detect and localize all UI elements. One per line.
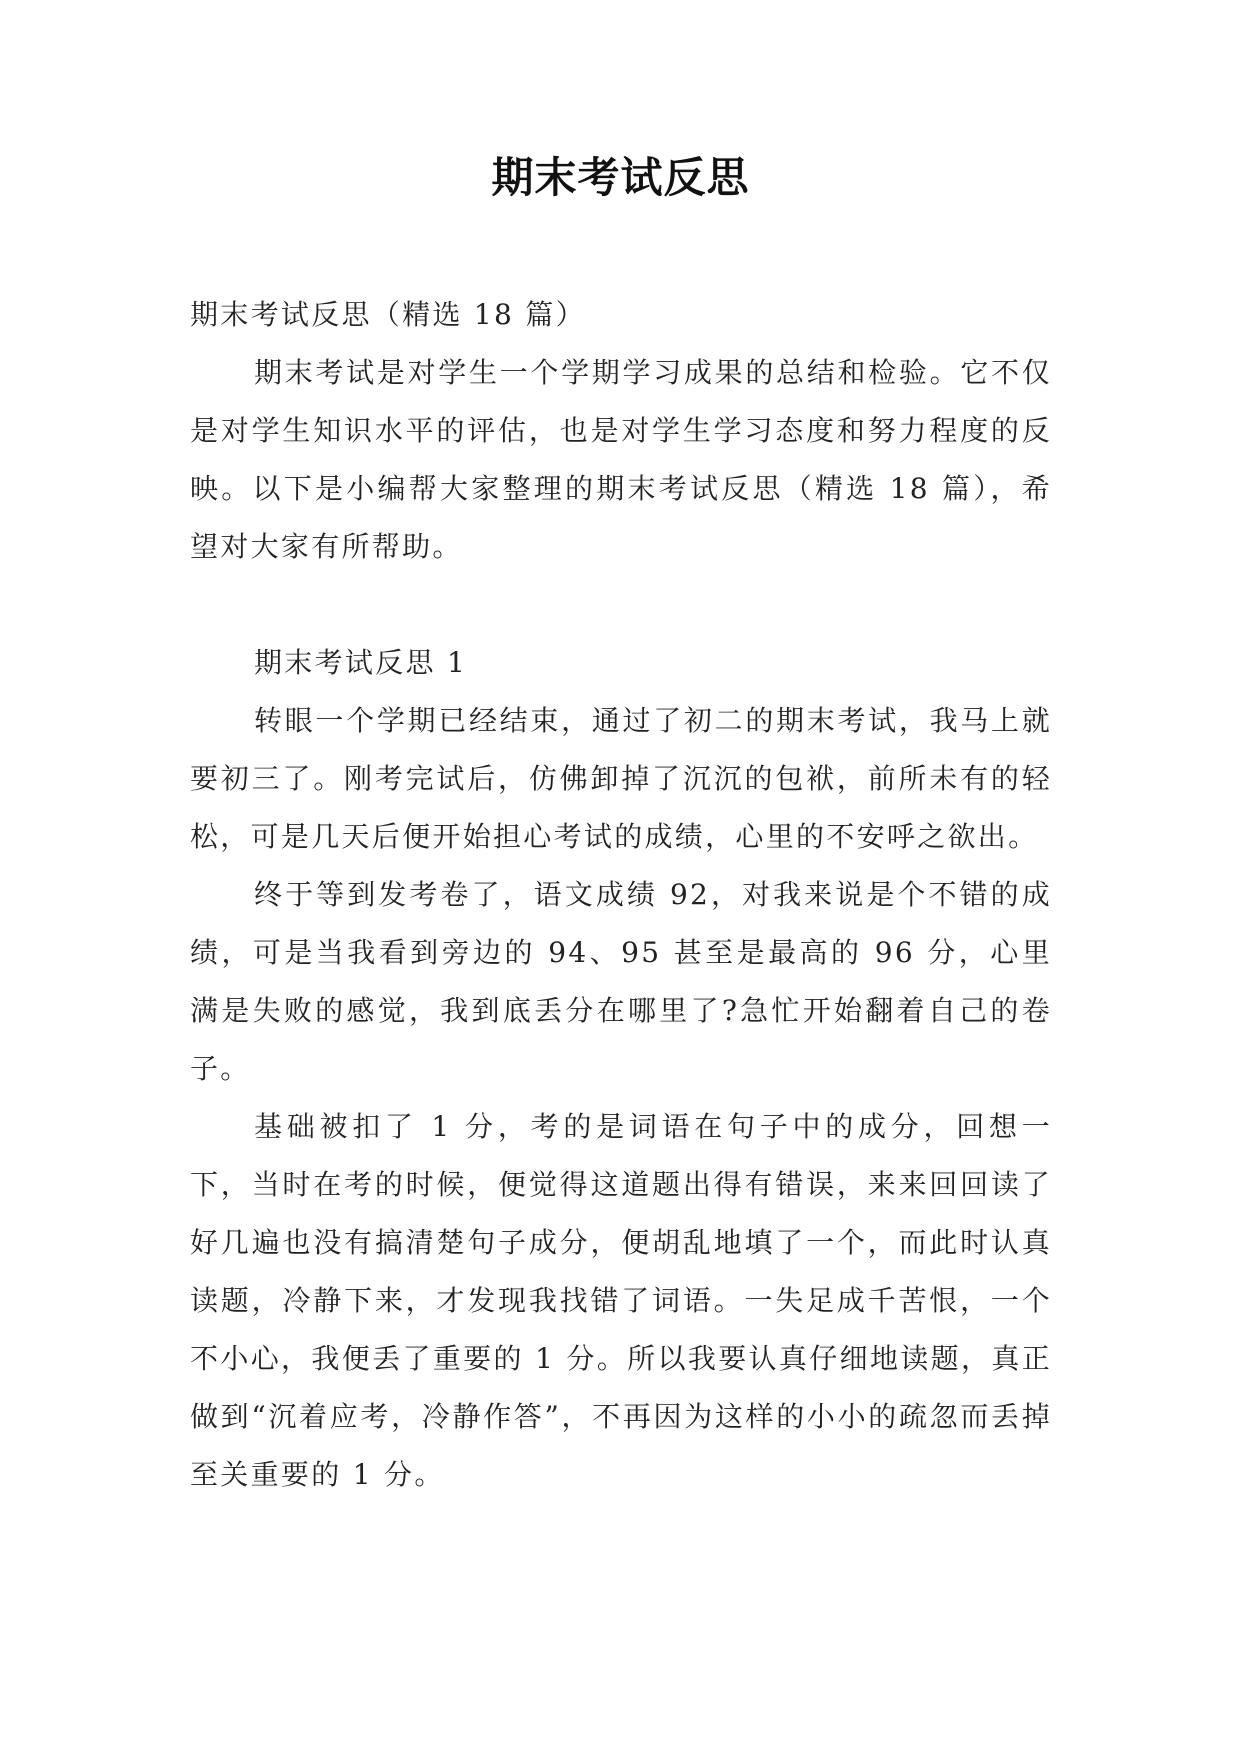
- intro-paragraph: 期末考试是对学生一个学期学习成果的总结和检验。它不仅是对学生知识水平的评估，也是对学生学习态度和努力程度的反映。以下是小编帮大家整理的期末考试反思（精选 18 篇），希望对大家有所帮助。: [190, 356, 1052, 563]
- document-body: [190, 286, 1052, 1504]
- section-heading: 期末考试反思 1: [254, 646, 468, 679]
- section-spacer: [190, 576, 1052, 634]
- document-subtitle: 期末考试反思（精选 18 篇）: [190, 298, 586, 331]
- body-paragraph: 转眼一个学期已经结束，通过了初二的期末考试，我马上就要初三了。刚考完试后，仿佛卸掉了沉沉的包袱，前所未有的轻松，可是几天后便开始担心考试的成绩，心里的不安呼之欲出。: [190, 704, 1052, 853]
- document-title: 期末考试反思: [491, 153, 750, 202]
- body-paragraph: 基础被扣了 1 分，考的是词语在句子中的成分，回想一下，当时在考的时候，便觉得这道题出得有错误，来来回回读了好几遍也没有搞清楚句子成分，便胡乱地填了一个，而此时认真读题，冷静下来，才发现我找错了词语。一失足成千苦恨，一个不小心，我便丢了重要的 1 分。所以我要认真仔细地读题，真正做到“沉着应考，冷静作答”，不再因为这样的小小的疏忽而丢掉至关重要的 1 分。: [190, 1110, 1052, 1491]
- body-paragraph: 终于等到发考卷了，语文成绩 92，对我来说是个不错的成绩，可是当我看到旁边的 94、95 甚至是最高的 96 分，心里满是失败的感觉，我到底丢分在哪里了?急忙开始翻着自己的卷子。: [190, 878, 1052, 1085]
